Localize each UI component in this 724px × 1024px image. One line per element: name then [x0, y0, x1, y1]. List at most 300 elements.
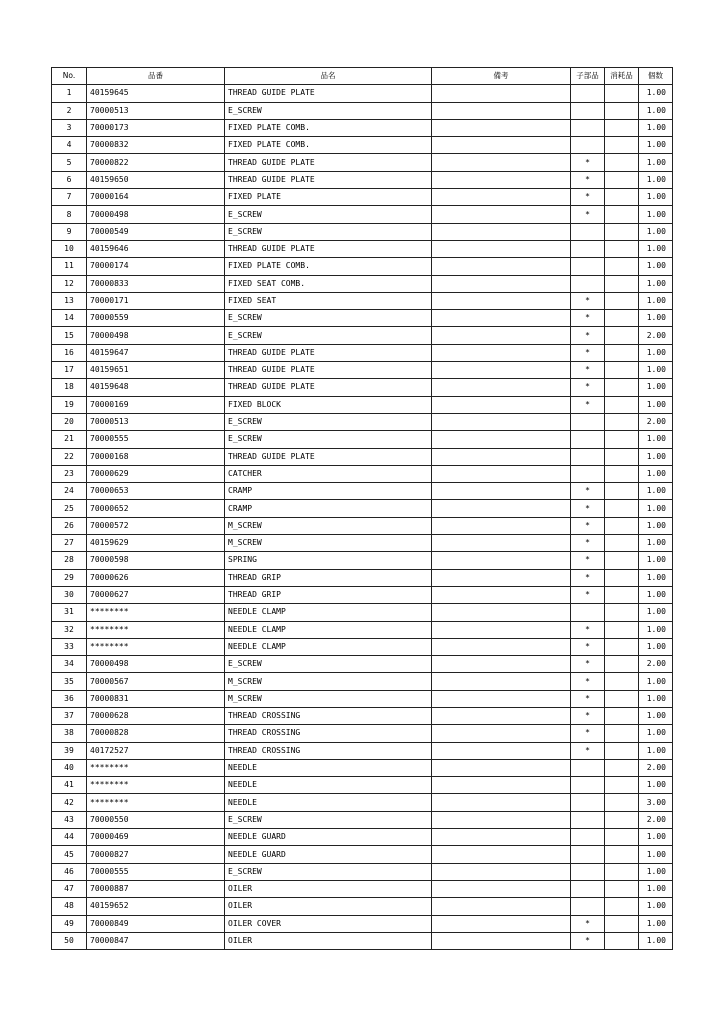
consumable-mark [605, 794, 639, 811]
remarks-cell [432, 431, 571, 448]
table-row [52, 292, 673, 309]
sub-part-mark [571, 759, 605, 776]
consumable-mark [605, 621, 639, 638]
remarks-cell [432, 656, 571, 673]
header-no: No. [52, 68, 87, 85]
quantity: 1.00 [639, 880, 673, 897]
quantity: 1.00 [639, 275, 673, 292]
part-number: 70000833 [87, 275, 225, 292]
table-row [52, 690, 673, 707]
quantity: 1.00 [639, 586, 673, 603]
row-number: 45 [52, 846, 87, 863]
consumable-mark [605, 880, 639, 897]
remarks-cell [432, 707, 571, 724]
part-number: 70000559 [87, 310, 225, 327]
part-name: THREAD GUIDE PLATE [225, 85, 432, 102]
quantity: 1.00 [639, 673, 673, 690]
row-number: 36 [52, 690, 87, 707]
row-number: 42 [52, 794, 87, 811]
table-row [52, 275, 673, 292]
consumable-mark [605, 725, 639, 742]
remarks-cell [432, 621, 571, 638]
table-row [52, 431, 673, 448]
sub-part-mark: * [571, 517, 605, 534]
part-name: OILER [225, 898, 432, 915]
consumable-mark [605, 483, 639, 500]
consumable-mark [605, 829, 639, 846]
quantity: 1.00 [639, 292, 673, 309]
header-consumable: 消耗品 [605, 68, 639, 85]
remarks-cell [432, 189, 571, 206]
sub-part-mark [571, 863, 605, 880]
consumable-mark [605, 707, 639, 724]
part-name: NEEDLE CLAMP [225, 604, 432, 621]
consumable-mark [605, 638, 639, 655]
part-name: THREAD GUIDE PLATE [225, 344, 432, 361]
row-number: 13 [52, 292, 87, 309]
sub-part-mark [571, 898, 605, 915]
row-number: 21 [52, 431, 87, 448]
consumable-mark [605, 258, 639, 275]
part-name: OILER COVER [225, 915, 432, 932]
part-name: THREAD CROSSING [225, 707, 432, 724]
parts-table-body [52, 85, 673, 950]
sub-part-mark [571, 137, 605, 154]
quantity: 1.00 [639, 85, 673, 102]
part-number: 70000827 [87, 846, 225, 863]
quantity: 1.00 [639, 344, 673, 361]
row-number: 26 [52, 517, 87, 534]
row-number: 2 [52, 102, 87, 119]
quantity: 1.00 [639, 517, 673, 534]
part-name: THREAD GUIDE PLATE [225, 448, 432, 465]
consumable-mark [605, 898, 639, 915]
row-number: 27 [52, 535, 87, 552]
consumable-mark [605, 362, 639, 379]
row-number: 7 [52, 189, 87, 206]
remarks-cell [432, 85, 571, 102]
part-name: E_SCREW [225, 656, 432, 673]
part-number: 70000887 [87, 880, 225, 897]
part-number: 70000550 [87, 811, 225, 828]
table-row [52, 794, 673, 811]
table-row [52, 448, 673, 465]
row-number: 33 [52, 638, 87, 655]
part-name: THREAD GUIDE PLATE [225, 154, 432, 171]
row-number: 29 [52, 569, 87, 586]
quantity: 1.00 [639, 535, 673, 552]
part-name: THREAD GUIDE PLATE [225, 171, 432, 188]
sub-part-mark: * [571, 569, 605, 586]
sub-part-mark: * [571, 292, 605, 309]
part-number: ******** [87, 604, 225, 621]
part-name: NEEDLE CLAMP [225, 638, 432, 655]
part-number: 70000831 [87, 690, 225, 707]
part-number: 70000469 [87, 829, 225, 846]
row-number: 3 [52, 119, 87, 136]
remarks-cell [432, 725, 571, 742]
quantity: 2.00 [639, 413, 673, 430]
row-number: 5 [52, 154, 87, 171]
table-row [52, 327, 673, 344]
part-name: FIXED PLATE COMB. [225, 137, 432, 154]
sub-part-mark: * [571, 932, 605, 949]
row-number: 24 [52, 483, 87, 500]
remarks-cell [432, 206, 571, 223]
quantity: 1.00 [639, 829, 673, 846]
quantity: 1.00 [639, 379, 673, 396]
quantity: 1.00 [639, 223, 673, 240]
table-row [52, 777, 673, 794]
part-number: 70000652 [87, 500, 225, 517]
consumable-mark [605, 292, 639, 309]
remarks-cell [432, 932, 571, 949]
consumable-mark [605, 690, 639, 707]
part-number: 40172527 [87, 742, 225, 759]
sub-part-mark [571, 223, 605, 240]
part-number: 70000513 [87, 413, 225, 430]
quantity: 1.00 [639, 638, 673, 655]
quantity: 1.00 [639, 448, 673, 465]
part-name: FIXED PLATE COMB. [225, 258, 432, 275]
row-number: 41 [52, 777, 87, 794]
row-number: 40 [52, 759, 87, 776]
remarks-cell [432, 171, 571, 188]
remarks-cell [432, 327, 571, 344]
row-number: 30 [52, 586, 87, 603]
table-header-row [52, 68, 673, 85]
row-number: 38 [52, 725, 87, 742]
row-number: 15 [52, 327, 87, 344]
remarks-cell [432, 863, 571, 880]
consumable-mark [605, 777, 639, 794]
row-number: 46 [52, 863, 87, 880]
sub-part-mark [571, 811, 605, 828]
sub-part-mark: * [571, 379, 605, 396]
row-number: 28 [52, 552, 87, 569]
consumable-mark [605, 604, 639, 621]
table-row [52, 154, 673, 171]
sub-part-mark: * [571, 344, 605, 361]
sub-part-mark: * [571, 483, 605, 500]
sub-part-mark [571, 275, 605, 292]
table-row [52, 171, 673, 188]
consumable-mark [605, 206, 639, 223]
consumable-mark [605, 863, 639, 880]
sub-part-mark [571, 448, 605, 465]
remarks-cell [432, 137, 571, 154]
remarks-cell [432, 638, 571, 655]
part-name: NEEDLE [225, 777, 432, 794]
remarks-cell [432, 829, 571, 846]
part-number: 40159645 [87, 85, 225, 102]
part-name: FIXED PLATE [225, 189, 432, 206]
remarks-cell [432, 500, 571, 517]
remarks-cell [432, 344, 571, 361]
part-number: 70000173 [87, 119, 225, 136]
part-name: OILER [225, 880, 432, 897]
part-number: 70000555 [87, 431, 225, 448]
table-row [52, 413, 673, 430]
part-name: E_SCREW [225, 863, 432, 880]
part-number: 70000164 [87, 189, 225, 206]
quantity: 1.00 [639, 552, 673, 569]
quantity: 1.00 [639, 569, 673, 586]
row-number: 6 [52, 171, 87, 188]
consumable-mark [605, 742, 639, 759]
remarks-cell [432, 673, 571, 690]
remarks-cell [432, 154, 571, 171]
header-remarks: 備考 [432, 68, 571, 85]
remarks-cell [432, 880, 571, 897]
part-number: 70000849 [87, 915, 225, 932]
sub-part-mark [571, 846, 605, 863]
row-number: 19 [52, 396, 87, 413]
remarks-cell [432, 777, 571, 794]
consumable-mark [605, 310, 639, 327]
part-number: 70000168 [87, 448, 225, 465]
sub-part-mark: * [571, 396, 605, 413]
part-name: THREAD GUIDE PLATE [225, 240, 432, 257]
row-number: 20 [52, 413, 87, 430]
sub-part-mark [571, 465, 605, 482]
sub-part-mark: * [571, 171, 605, 188]
table-row [52, 535, 673, 552]
part-name: NEEDLE GUARD [225, 829, 432, 846]
part-name: NEEDLE [225, 794, 432, 811]
consumable-mark [605, 811, 639, 828]
consumable-mark [605, 154, 639, 171]
sub-part-mark: * [571, 535, 605, 552]
remarks-cell [432, 275, 571, 292]
consumable-mark [605, 396, 639, 413]
part-number: 70000828 [87, 725, 225, 742]
sub-part-mark: * [571, 552, 605, 569]
table-row [52, 258, 673, 275]
remarks-cell [432, 586, 571, 603]
part-number: 70000498 [87, 327, 225, 344]
table-row [52, 915, 673, 932]
row-number: 10 [52, 240, 87, 257]
sub-part-mark: * [571, 621, 605, 638]
consumable-mark [605, 223, 639, 240]
part-name: E_SCREW [225, 102, 432, 119]
consumable-mark [605, 500, 639, 517]
part-number: 70000498 [87, 206, 225, 223]
consumable-mark [605, 552, 639, 569]
part-name: FIXED PLATE COMB. [225, 119, 432, 136]
part-number: 70000847 [87, 932, 225, 949]
remarks-cell [432, 258, 571, 275]
quantity: 1.00 [639, 742, 673, 759]
table-row [52, 759, 673, 776]
part-name: E_SCREW [225, 413, 432, 430]
sub-part-mark: * [571, 500, 605, 517]
consumable-mark [605, 431, 639, 448]
part-number: ******** [87, 759, 225, 776]
part-number: 70000171 [87, 292, 225, 309]
part-name: FIXED SEAT [225, 292, 432, 309]
table-row [52, 517, 673, 534]
part-number: 70000822 [87, 154, 225, 171]
sub-part-mark: * [571, 310, 605, 327]
part-number: ******** [87, 777, 225, 794]
header-sub-part: 子部品 [571, 68, 605, 85]
table-row [52, 552, 673, 569]
consumable-mark [605, 327, 639, 344]
sub-part-mark [571, 777, 605, 794]
row-number: 50 [52, 932, 87, 949]
remarks-cell [432, 898, 571, 915]
sub-part-mark [571, 880, 605, 897]
part-name: NEEDLE [225, 759, 432, 776]
part-name: CRAMP [225, 500, 432, 517]
quantity: 1.00 [639, 362, 673, 379]
quantity: 1.00 [639, 898, 673, 915]
row-number: 23 [52, 465, 87, 482]
quantity: 2.00 [639, 811, 673, 828]
quantity: 1.00 [639, 206, 673, 223]
quantity: 1.00 [639, 863, 673, 880]
quantity: 1.00 [639, 102, 673, 119]
consumable-mark [605, 465, 639, 482]
part-name: THREAD CROSSING [225, 742, 432, 759]
part-name: E_SCREW [225, 431, 432, 448]
part-name: M_SCREW [225, 517, 432, 534]
remarks-cell [432, 448, 571, 465]
sub-part-mark [571, 85, 605, 102]
consumable-mark [605, 535, 639, 552]
consumable-mark [605, 171, 639, 188]
remarks-cell [432, 535, 571, 552]
table-row [52, 500, 673, 517]
remarks-cell [432, 604, 571, 621]
part-number: ******** [87, 638, 225, 655]
part-number: 70000572 [87, 517, 225, 534]
quantity: 1.00 [639, 189, 673, 206]
part-number: 70000498 [87, 656, 225, 673]
sub-part-mark: * [571, 673, 605, 690]
table-row [52, 569, 673, 586]
quantity: 1.00 [639, 621, 673, 638]
part-name: OILER [225, 932, 432, 949]
part-name: E_SCREW [225, 223, 432, 240]
remarks-cell [432, 292, 571, 309]
part-name: CRAMP [225, 483, 432, 500]
table-row [52, 362, 673, 379]
consumable-mark [605, 656, 639, 673]
consumable-mark [605, 915, 639, 932]
quantity: 1.00 [639, 258, 673, 275]
row-number: 39 [52, 742, 87, 759]
table-row [52, 310, 673, 327]
part-number: 70000653 [87, 483, 225, 500]
row-number: 18 [52, 379, 87, 396]
remarks-cell [432, 119, 571, 136]
sub-part-mark: * [571, 327, 605, 344]
part-name: THREAD GRIP [225, 569, 432, 586]
quantity: 1.00 [639, 725, 673, 742]
part-name: FIXED SEAT COMB. [225, 275, 432, 292]
remarks-cell [432, 223, 571, 240]
consumable-mark [605, 137, 639, 154]
quantity: 1.00 [639, 690, 673, 707]
row-number: 32 [52, 621, 87, 638]
remarks-cell [432, 552, 571, 569]
row-number: 1 [52, 85, 87, 102]
part-name: E_SCREW [225, 310, 432, 327]
table-row [52, 206, 673, 223]
row-number: 49 [52, 915, 87, 932]
quantity: 1.00 [639, 465, 673, 482]
part-name: E_SCREW [225, 811, 432, 828]
row-number: 31 [52, 604, 87, 621]
quantity: 1.00 [639, 240, 673, 257]
row-number: 17 [52, 362, 87, 379]
remarks-cell [432, 396, 571, 413]
part-number: 70000513 [87, 102, 225, 119]
table-row [52, 811, 673, 828]
remarks-cell [432, 846, 571, 863]
part-name: NEEDLE CLAMP [225, 621, 432, 638]
sub-part-mark: * [571, 206, 605, 223]
table-row [52, 379, 673, 396]
part-name: THREAD GUIDE PLATE [225, 379, 432, 396]
quantity: 1.00 [639, 171, 673, 188]
table-row [52, 85, 673, 102]
quantity: 3.00 [639, 794, 673, 811]
quantity: 1.00 [639, 137, 673, 154]
part-name: THREAD CROSSING [225, 725, 432, 742]
part-number: 70000629 [87, 465, 225, 482]
header-part-no: 品番 [87, 68, 225, 85]
row-number: 37 [52, 707, 87, 724]
consumable-mark [605, 586, 639, 603]
consumable-mark [605, 846, 639, 863]
remarks-cell [432, 794, 571, 811]
row-number: 48 [52, 898, 87, 915]
part-name: M_SCREW [225, 535, 432, 552]
remarks-cell [432, 465, 571, 482]
part-number: 70000174 [87, 258, 225, 275]
consumable-mark [605, 189, 639, 206]
part-number: 70000549 [87, 223, 225, 240]
part-number: 40159629 [87, 535, 225, 552]
row-number: 25 [52, 500, 87, 517]
row-number: 43 [52, 811, 87, 828]
row-number: 16 [52, 344, 87, 361]
sub-part-mark: * [571, 725, 605, 742]
part-number: ******** [87, 621, 225, 638]
parts-list-table [51, 67, 673, 950]
consumable-mark [605, 448, 639, 465]
table-row [52, 673, 673, 690]
table-row [52, 223, 673, 240]
part-number: 70000832 [87, 137, 225, 154]
part-number: 70000555 [87, 863, 225, 880]
consumable-mark [605, 344, 639, 361]
quantity: 1.00 [639, 707, 673, 724]
header-quantity: 個数 [639, 68, 673, 85]
row-number: 12 [52, 275, 87, 292]
part-number: 40159647 [87, 344, 225, 361]
part-number: 70000567 [87, 673, 225, 690]
table-row [52, 240, 673, 257]
remarks-cell [432, 310, 571, 327]
quantity: 1.00 [639, 932, 673, 949]
sub-part-mark: * [571, 638, 605, 655]
part-number: ******** [87, 794, 225, 811]
